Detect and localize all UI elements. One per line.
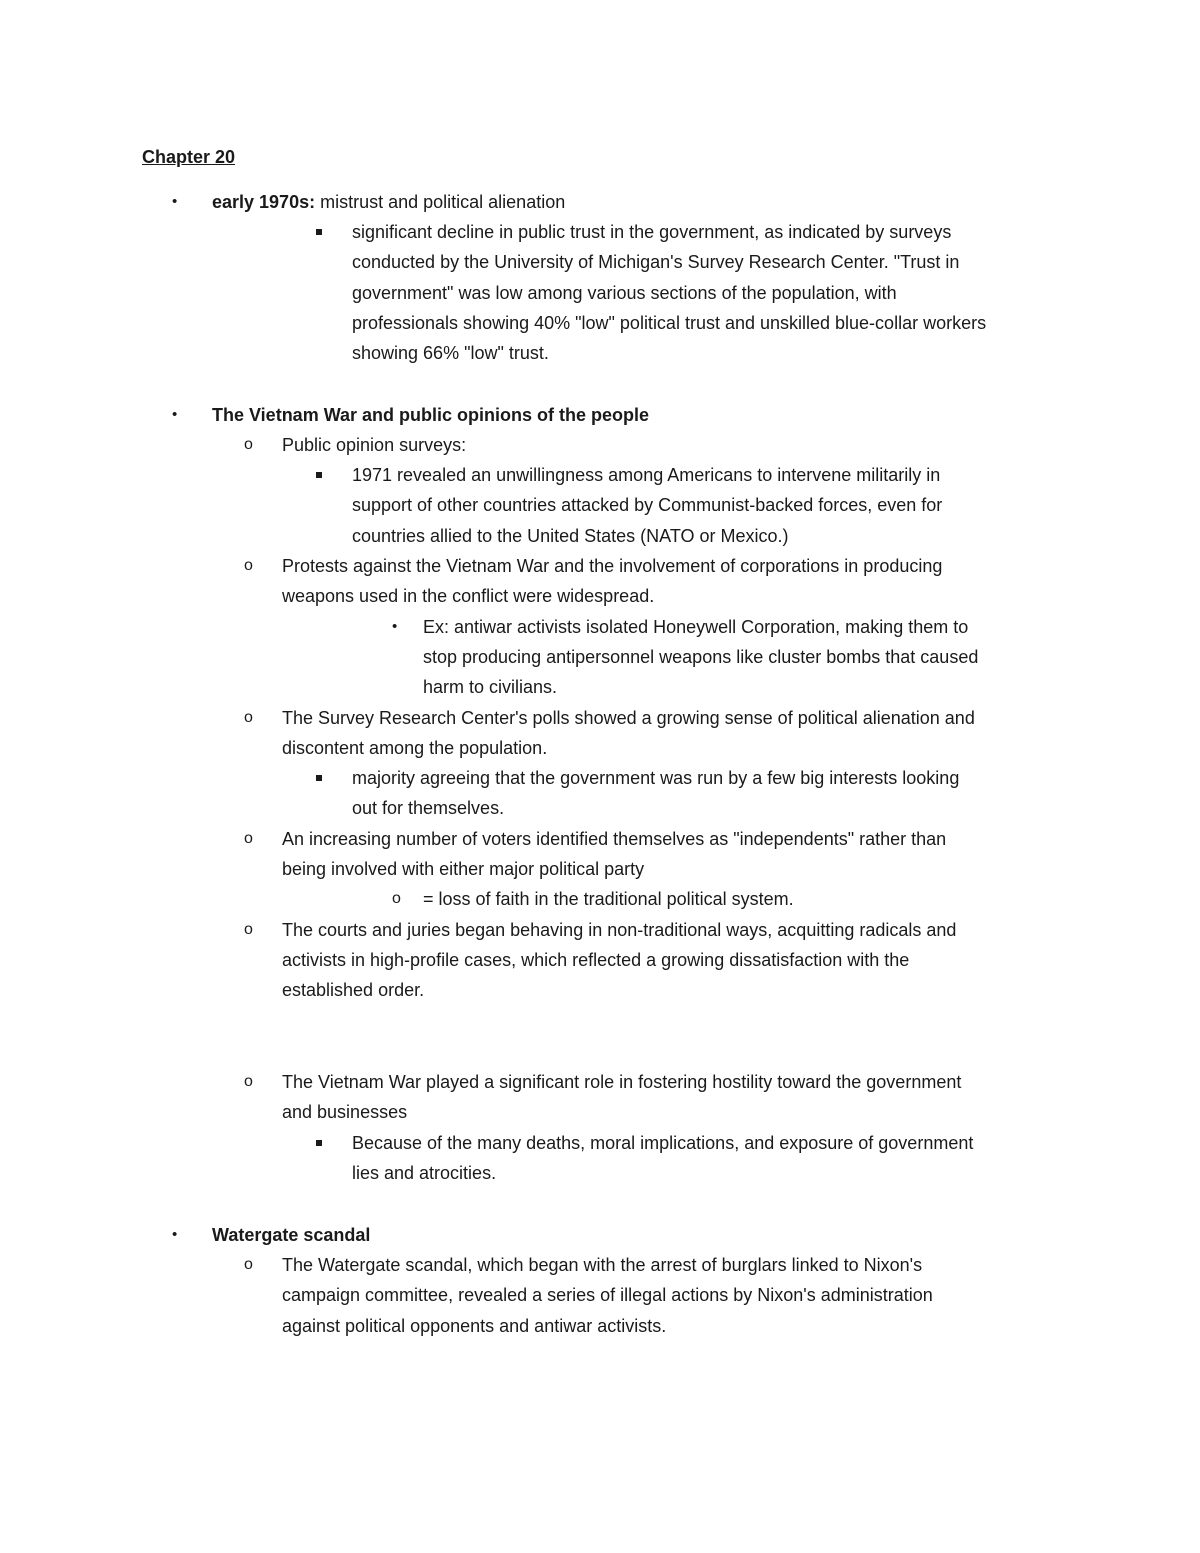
square-bullet-marker [316, 1128, 322, 1158]
bullet-marker: • [392, 618, 398, 635]
heading-bold-text: Watergate scandal [212, 1225, 371, 1245]
section-heading-watergate [212, 1220, 370, 1250]
paragraph-line: established order. [282, 980, 425, 1000]
paragraph-line: The courts and juries began behaving in non-traditional ways, acquitting radicals and [282, 920, 957, 940]
paragraph-line: The Vietnam War played a significant role in fostering hostility toward the government [282, 1072, 962, 1092]
square-bullet-marker [316, 460, 322, 490]
paragraph-line: weapons used in the conflict were widespread. [282, 586, 655, 606]
bullet-marker: • [172, 1226, 178, 1243]
paragraph-line: campaign committee, revealed a series of illegal actions by Nixon's administration [282, 1285, 933, 1305]
paragraph-line: = loss of faith in the traditional political system. [423, 889, 794, 909]
paragraph-line: countries allied to the United States (NATO or Mexico.) [352, 526, 789, 546]
paragraph-line: Ex: antiwar activists isolated Honeywell Corporation, making them to [423, 617, 969, 637]
circle-bullet-marker: o [244, 557, 253, 574]
bullet-marker: • [172, 406, 178, 423]
paragraph-line: Protests against the Vietnam War and the involvement of corporations in producing [282, 556, 943, 576]
paragraph-line: 1971 revealed an unwillingness among Americans to intervene militarily in [352, 465, 941, 485]
paragraph-line: lies and atrocities. [352, 1163, 497, 1183]
square-bullet-marker [316, 763, 322, 793]
circle-bullet-marker: o [244, 1073, 253, 1090]
circle-bullet-marker: o [244, 830, 253, 847]
heading-bold-text: early 1970s: [212, 192, 316, 212]
circle-bullet-marker: o [244, 921, 253, 938]
square-bullet-marker [316, 217, 322, 247]
paragraph-line: harm to civilians. [423, 677, 558, 697]
paragraph-line: conducted by the University of Michigan's Survey Research Center. "Trust in [352, 252, 960, 272]
paragraph-line: The Survey Research Center's polls showed a growing sense of political alienation and [282, 708, 975, 728]
circle-bullet-marker: o [392, 890, 401, 907]
paragraph-line: showing 66% "low" trust. [352, 343, 549, 363]
paragraph-line: against political opponents and antiwar activists. [282, 1316, 667, 1336]
paragraph-line: professionals showing 40% "low" political trust and unskilled blue-collar workers [352, 313, 987, 333]
heading-bold-text: The Vietnam War and public opinions of the people [212, 405, 650, 425]
paragraph-line: majority agreeing that the government was run by a few big interests looking [352, 768, 960, 788]
bullet-marker: • [172, 193, 178, 210]
paragraph-line: stop producing antipersonnel weapons like cluster bombs that caused [423, 647, 979, 667]
paragraph-line: The Watergate scandal, which began with the arrest of burglars linked to Nixon's [282, 1255, 923, 1275]
paragraph-line: and businesses [282, 1102, 408, 1122]
circle-bullet-marker: o [244, 1256, 253, 1273]
section-heading-early-1970s [212, 187, 565, 217]
heading-rest-text: mistrust and political alienation [315, 192, 566, 212]
paragraph-line: activists in high-profile cases, which reflected a growing dissatisfaction with the [282, 950, 910, 970]
paragraph-line: An increasing number of voters identified themselves as "independents" rather than [282, 829, 947, 849]
paragraph-line: government" was low among various sections of the population, with [352, 283, 897, 303]
paragraph-line: significant decline in public trust in the government, as indicated by surveys [352, 222, 952, 242]
paragraph-line: being involved with either major political party [282, 859, 645, 879]
circle-bullet-marker: o [244, 709, 253, 726]
list-item-public-opinion: Public opinion surveys: [282, 435, 467, 455]
paragraph-line: support of other countries attacked by Communist-backed forces, even for [352, 495, 943, 515]
page-title: Chapter 20 [142, 147, 236, 167]
paragraph-line: Because of the many deaths, moral implications, and exposure of government [352, 1133, 974, 1153]
circle-bullet-marker: o [244, 436, 253, 453]
paragraph-line: discontent among the population. [282, 738, 548, 758]
paragraph-line: out for themselves. [352, 798, 505, 818]
section-heading-vietnam [212, 400, 649, 430]
